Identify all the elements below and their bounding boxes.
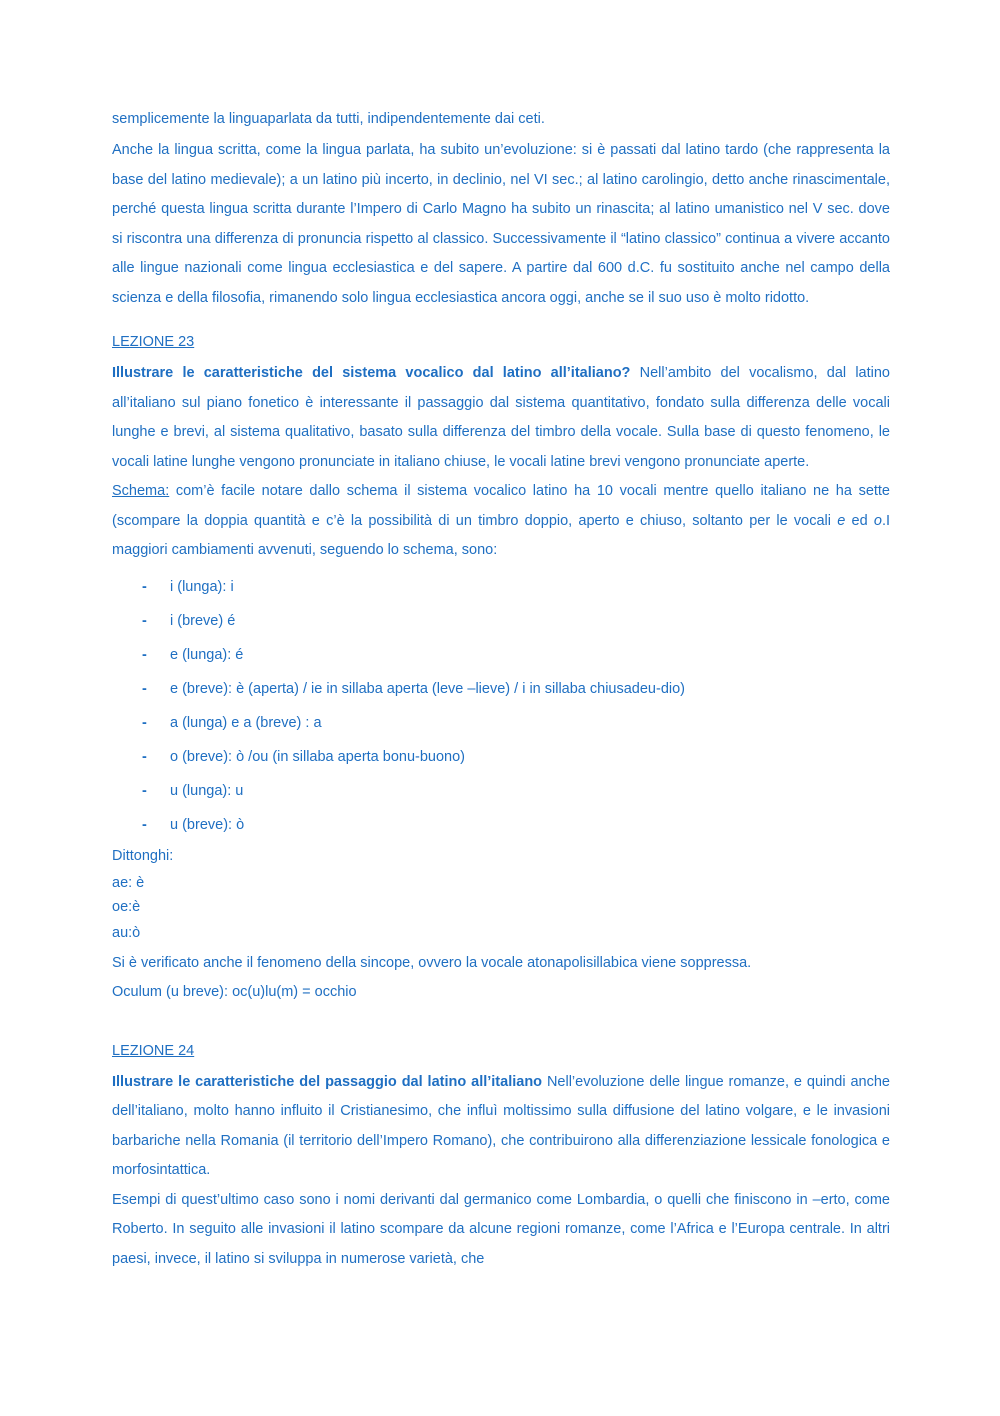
schema-label: Schema: (112, 483, 170, 499)
paragraph-intro: semplicemente la linguaparlata da tutti, indipendentemente dai ceti. (112, 111, 545, 127)
lezione-24-answer: Nell’evoluzione delle lingue romanze, e quindi anche dell’italiano, molto hanno influito il Cristianesimo, che influì moltissimo sulla diffusione del latino volgare, e le invasioni barbariche nella Romania (il territorio dell’Impero Romano), che contribuirono alla differenziazione lessicale fonologica e morfosintattica. (112, 1073, 890, 1178)
dittongo-au: au:ò (112, 925, 141, 941)
list-item: - a (lunga) e a (breve) : a (112, 706, 890, 740)
page-content (112, 108, 890, 1274)
sincope-paragraph: Si è verificato anche il fenomeno della sincope, ovvero la vocale atonapolisillabica viene soppressa. (112, 954, 752, 971)
list-item: - u (lunga): u (112, 774, 890, 808)
lezione-24-body (112, 1068, 890, 1186)
list-item: - o (breve): ò /ou (in sillaba aperta bonu-buono) (112, 740, 890, 774)
list-item: - u (breve): ò (112, 808, 890, 842)
lezione-23-answer: Nell’ambito del vocalismo, dal latino all’italiano sul piano fonetico è interessante il passaggio dal sistema quantitativo, fondato sulla differenza delle vocali lunghe e brevi, al sistema qualitativo, basato sulla differenza del timbro della vocale. Sulla base di questo fenomeno, le vocali latine lunghe vengono pronunciate in italiano chiuse, le vocali latine brevi vengono pronunciate aperte. (112, 365, 890, 470)
lezione-23-body (112, 359, 890, 477)
list-item: - e (lunga): é (112, 638, 890, 672)
list-item: - i (lunga): i (112, 570, 890, 604)
list-item: - e (breve): è (aperta) / ie in sillaba aperta (leve –lieve) / i in sillaba chiusadeu-dio) (112, 672, 890, 706)
lezione-24-question: Illustrare le caratteristiche del passaggio dal latino all’italiano (112, 1073, 543, 1090)
schema-paragraph: Schema: com’è facile notare dallo schema il sistema vocalico latino ha 10 vocali mentre quello italiano ne ha sette (scompare la doppia quantità e c’è la possibilità di un timbro doppio, aperto e chiuso, soltanto per le vocali e ed o.I maggiori cambiamenti avvenuti, seguendo lo schema, sono: (112, 483, 890, 558)
heading-lezione-23: LEZIONE 23 (112, 334, 195, 350)
lezione-24-paragraph-2: Esempi di quest’ultimo caso sono i nomi derivanti dal germanico come Lombardia, o quelli che finiscono in –erto, come Roberto. In seguito alle invasioni il latino scompare da alcune regioni romanze, come l’Africa e l’Europa centrale. In altri paesi, invece, il latino si sviluppa in numerose varietà, che (112, 1191, 890, 1267)
dittongo-ae: ae: è (112, 875, 145, 891)
paragraph-evolution: Anche la lingua scritta, come la lingua parlata, ha subito un’evoluzione: si è passati dal latino tardo (che rappresenta la base del latino medievale); a un latino più incerto, in declinio, nel VI sec.; al latino carolingio, detto anche rinascimentale, perché questa lingua scritta durante l’Impero di Carlo Magno ha subito un rinascita; al latino umanistico nel V sec. dove si riscontra una differenza di pronuncia rispetto al classico. Successivamente il “latino classico” continua a vivere accanto alle lingue nazionali come lingua ecclesiastica e del sapere. A partire dal 600 d.C. fu sostituito anche nel campo della scienza e della filosofia, rimanendo solo lingua ecclesiastica ancora oggi, anche se il suo uso è molto ridotto. (112, 142, 890, 306)
heading-lezione-24: LEZIONE 24 (112, 1042, 195, 1059)
lezione-23-question: Illustrare le caratteristiche del sistema vocalico dal latino all’italiano? (112, 365, 631, 381)
list-item: - i (breve) é (112, 604, 890, 638)
sincope-example: Oculum (u breve): oc(u)lu(m) = occhio (112, 984, 357, 1000)
dittongo-oe: oe:è (112, 899, 141, 915)
dittonghi-label: Dittonghi: (112, 847, 174, 864)
vowel-change-list (112, 570, 890, 842)
